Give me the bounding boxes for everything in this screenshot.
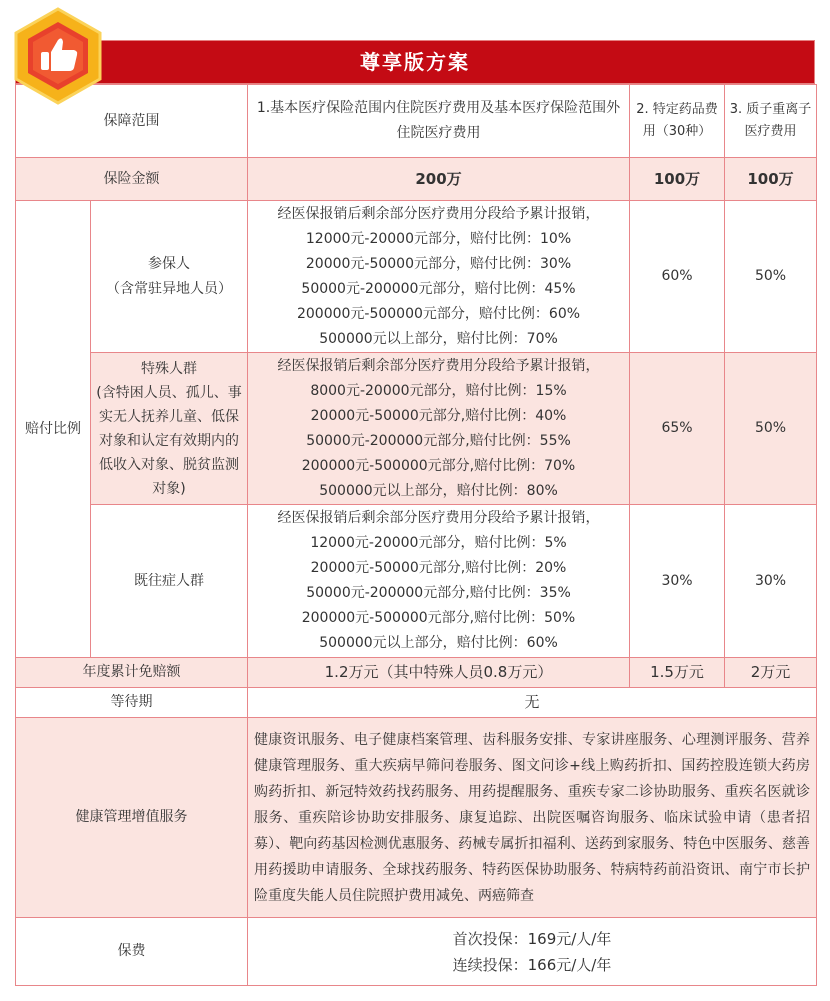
tier-line: 50000元-200000元部分,赔付比例：35% [306,585,571,601]
drug-ratio: 65% [630,353,725,505]
tier-list [248,353,630,505]
tier-line: 经医保报销后剩余部分医疗费用分段给予累计报销， [277,357,600,374]
tier-line: 12000元-20000元部分，赔付比例：10% [305,230,572,247]
deductible-row [16,658,817,688]
tier-line: 8000元-20000元部分，赔付比例：15% [310,382,567,399]
coverage-col2: 2. 特定药品费用（30种） [630,85,725,158]
ratio-row-insured [16,201,817,353]
tier-line: 20000元-50000元部分,赔付比例：40% [310,407,567,424]
proton-ratio: 50% [725,201,817,353]
group-name: 特殊人群 (含特困人员、孤儿、事实无人抚养儿童、低保对象和认定有效期内的低收入对象、脱贫监测对象) [91,353,248,505]
amount-col3: 100万 [725,158,817,201]
tier-line: 20000元-50000元部分，赔付比例：30% [305,255,572,272]
coverage-row [16,85,817,158]
premium-row [16,918,817,986]
title-bar [15,40,815,84]
tier-line: 200000元-500000元部分,赔付比例：70% [301,457,576,474]
tier-line: 50000元-200000元部分，赔付比例：45% [301,280,576,297]
waiting-value: 无 [248,688,817,718]
deductible-label: 年度累计免赔额 [16,658,248,688]
tier-line: 500000元以上部分，赔付比例：60% [319,635,558,651]
amount-col1: 200万 [248,158,630,201]
services-label: 健康管理增值服务 [16,718,248,918]
thumbs-up-badge-icon [8,6,108,106]
deductible-col3: 2万元 [725,658,817,688]
amount-col2: 100万 [630,158,725,201]
group-name: 既往症人群 [91,505,248,658]
proton-ratio: 50% [725,353,817,505]
coverage-col1: 1.基本医疗保险范围内住院医疗费用及基本医疗保险范围外住院医疗费用 [248,85,630,158]
tier-line: 20000元-50000元部分,赔付比例：20% [310,560,567,576]
ratio-row-special [16,353,817,505]
tier-line: 500000元以上部分，赔付比例：80% [319,482,558,499]
premium-first: 首次投保：169元/人/年 [452,929,612,948]
plan-table [15,84,817,986]
amount-label: 保险金额 [16,158,248,201]
tier-line: 200000元-500000元部分，赔付比例：60% [296,305,581,322]
tier-line: 12000元-20000元部分，赔付比例：5% [310,535,567,551]
tier-line: 500000元以上部分，赔付比例：70% [319,330,558,347]
tier-list [248,201,630,353]
tier-line: 50000元-200000元部分,赔付比例：55% [306,432,571,449]
premium-label: 保费 [16,918,248,986]
premium-renew: 连续投保：166元/人/年 [452,955,612,974]
tier-line: 经医保报销后剩余部分医疗费用分段给予累计报销， [277,205,600,222]
amount-row [16,158,817,201]
ratio-row-preexisting [16,505,817,658]
premium-values [248,918,817,986]
proton-ratio: 30% [725,505,817,658]
waiting-label: 等待期 [16,688,248,718]
tier-line: 200000元-500000元部分,赔付比例：50% [301,610,576,626]
ratio-label: 赔付比例 [16,201,91,658]
drug-ratio: 30% [630,505,725,658]
deductible-col2: 1.5万元 [630,658,725,688]
coverage-col3: 3. 质子重离子医疗费用 [725,85,817,158]
coverage-label: 保障范围 [16,85,248,158]
drug-ratio: 60% [630,201,725,353]
deductible-col1: 1.2万元（其中特殊人员0.8万元） [248,658,630,688]
page-title: 尊享版方案 [360,50,470,74]
services-row [16,718,817,918]
tier-list [248,505,630,658]
services-text: 健康资讯服务、电子健康档案管理、齿科服务安排、专家讲座服务、心理测评服务、营养健康管理服务、重大疾病早筛问卷服务、图文问诊+线上购药折扣、国药控股连锁大药房购药折扣、新冠特效药找药服务、用药提醒服务、重疾专家二诊协助服务、重疾名医就诊服务、重疾陪诊协助安排服务、康复追踪、出院医嘱咨询服务、临床试验申请（患者招募）、靶向药基因检测优惠服务、药械专属折扣福利、送药到家服务、特色中医服务、慈善用药援助申请服务、全球找药服务、特药医保协助服务、特病特药前沿资讯、南宁市长护险重度失能人员住院照护费用减免、两癌筛查 [248,718,817,918]
tier-line: 经医保报销后剩余部分医疗费用分段给予累计报销， [277,510,600,526]
group-name: 参保人 （含常驻异地人员） [91,201,248,353]
waiting-row [16,688,817,718]
